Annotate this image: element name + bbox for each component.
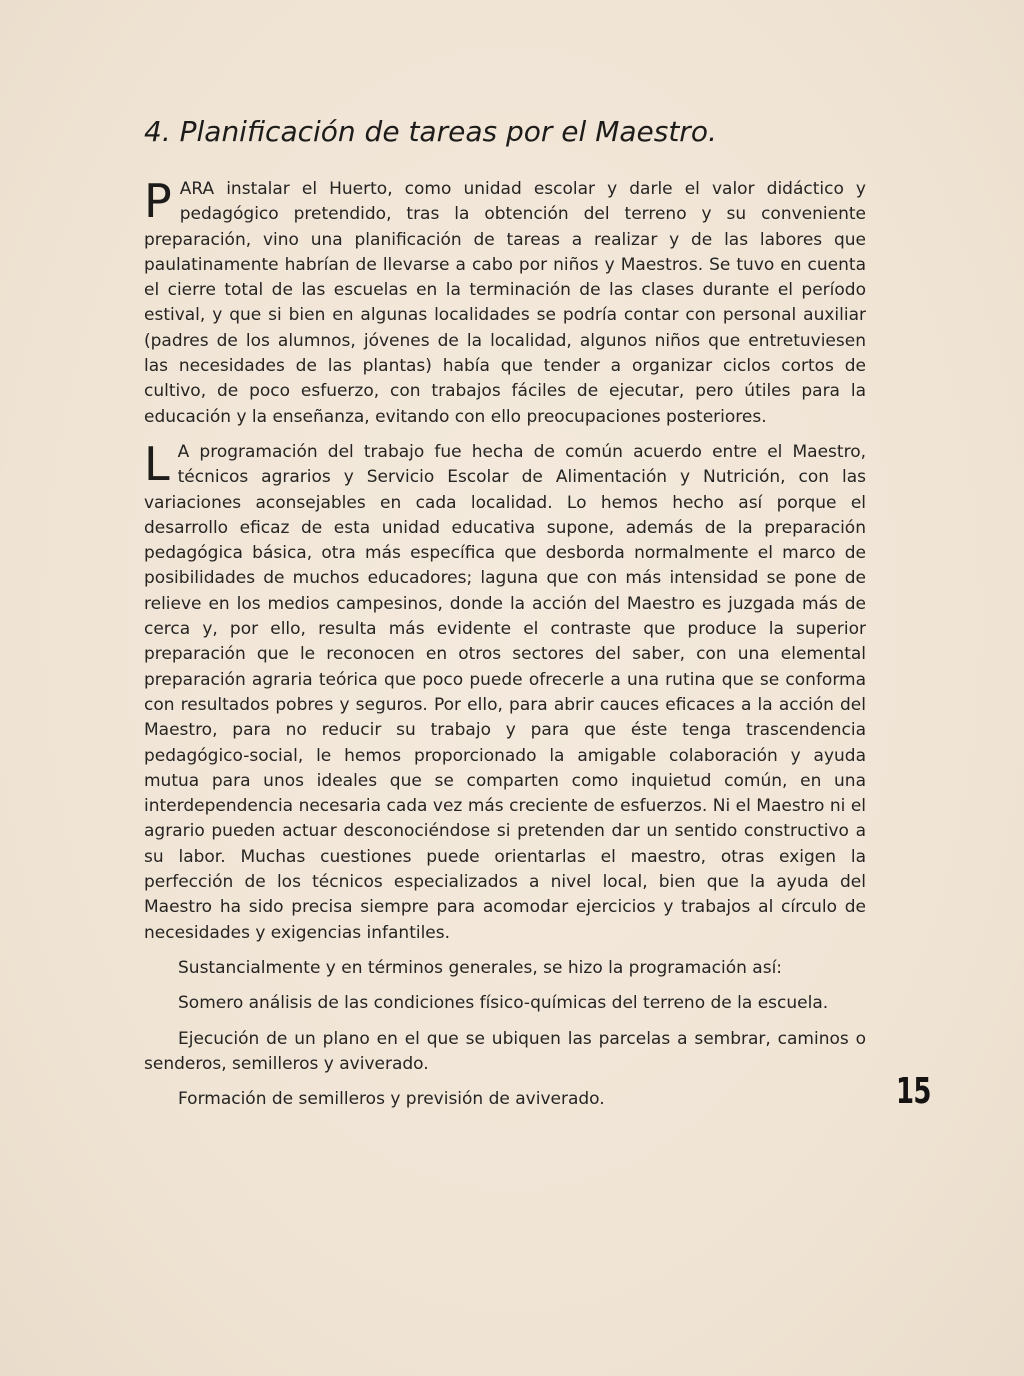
list-item-soil-analysis: Somero análisis de las condiciones físico-químicas del terreno de la escuela. — [178, 993, 829, 1014]
list-item-seedbeds: Formación de semilleros y previsión de aviverado. — [178, 1089, 605, 1110]
section-heading: 4. Planificación de tareas por el Maestro. — [144, 115, 717, 148]
paragraph-huerto-planning — [144, 174, 866, 430]
paragraph-work-programming — [144, 436, 866, 946]
paragraph-text: ARA instalar el Huerto, como unidad escolar y darle el valor didáctico y pedagógico pretendido, tras la obtención del terreno y su conveniente preparación, vino una planificación de tareas a realizar y de las labores que paulatinamente habrían de llevarse a cabo por niños y Maestros. Se tuvo en cuenta el cierre total de las escuelas en la terminación de las clases durante el período estival, y que si bien en algunas localidades se podría contar con personal auxiliar (padres de los alumnos, jóvenes de la localidad, algunos niños que entretuviesen las necesidades de las plantas) había que tender a organizar ciclos cortos de cultivo, de poco esfuerzo, con trabajos fáciles de ejecutar, pero útiles para la educación y la enseñanza, evitando con ello preocupaciones posteriores. — [144, 179, 866, 427]
body-text — [144, 174, 866, 1112]
list-item-plot-plan: Ejecución de un plano en el que se ubiquen las parcelas a sembrar, caminos o senderos, semilleros y aviverado. — [144, 1028, 866, 1074]
drop-cap: L — [144, 436, 170, 491]
paragraph-text: A programación del trabajo fue hecha de común acuerdo entre el Maestro, técnicos agrarios y Servicio Escolar de Alimentación y Nutrición, con las variaciones aconsejables en cada localidad. Lo hemos hecho así porque el desarrollo eficaz de esta unidad educativa supone, además de la preparación pedagógica básica, otra más específica que desborda normalmente el marco de posibilidades de muchos educadores; laguna que con más intensidad se pone de relieve en los medios campesinos, donde la acción del Maestro es juzgada más de cerca y, por ello, resulta más evidente el contraste que produce la superior preparación que le reconocen en otros sectores del saber, con una elemental preparación agraria teórica que poco puede ofrecerle a una rutina que se conforma con resultados pobres y seguros. Por ello, para abrir cauces eficaces a la acción del Maestro, para no reducir su trabajo y para que éste tenga trascendencia pedagógico-social, le hemos proporcionado la amigable colaboración y ayuda mutua para unos ideales que se comparten como inquietud común, en una interdependencia necesaria cada vez más creciente de esfuerzos. Ni el Maestro ni el agrario pueden actuar desconociéndose si pretenden dar un sentido constructivo a su labor. Muchas cuestiones puede orientarlas el maestro, otras exigen la perfección de los técnicos especializados a nivel local, bien que la ayuda del Maestro ha sido precisa siempre para acomodar ejercicios y trabajos al círculo de necesidades y exigencias infantiles. — [144, 441, 866, 943]
page-number: 15 — [896, 1071, 931, 1112]
drop-cap: P — [144, 174, 172, 228]
paragraph-programming-intro: Sustancialmente y en términos generales, se hizo la programación así: — [178, 957, 783, 978]
